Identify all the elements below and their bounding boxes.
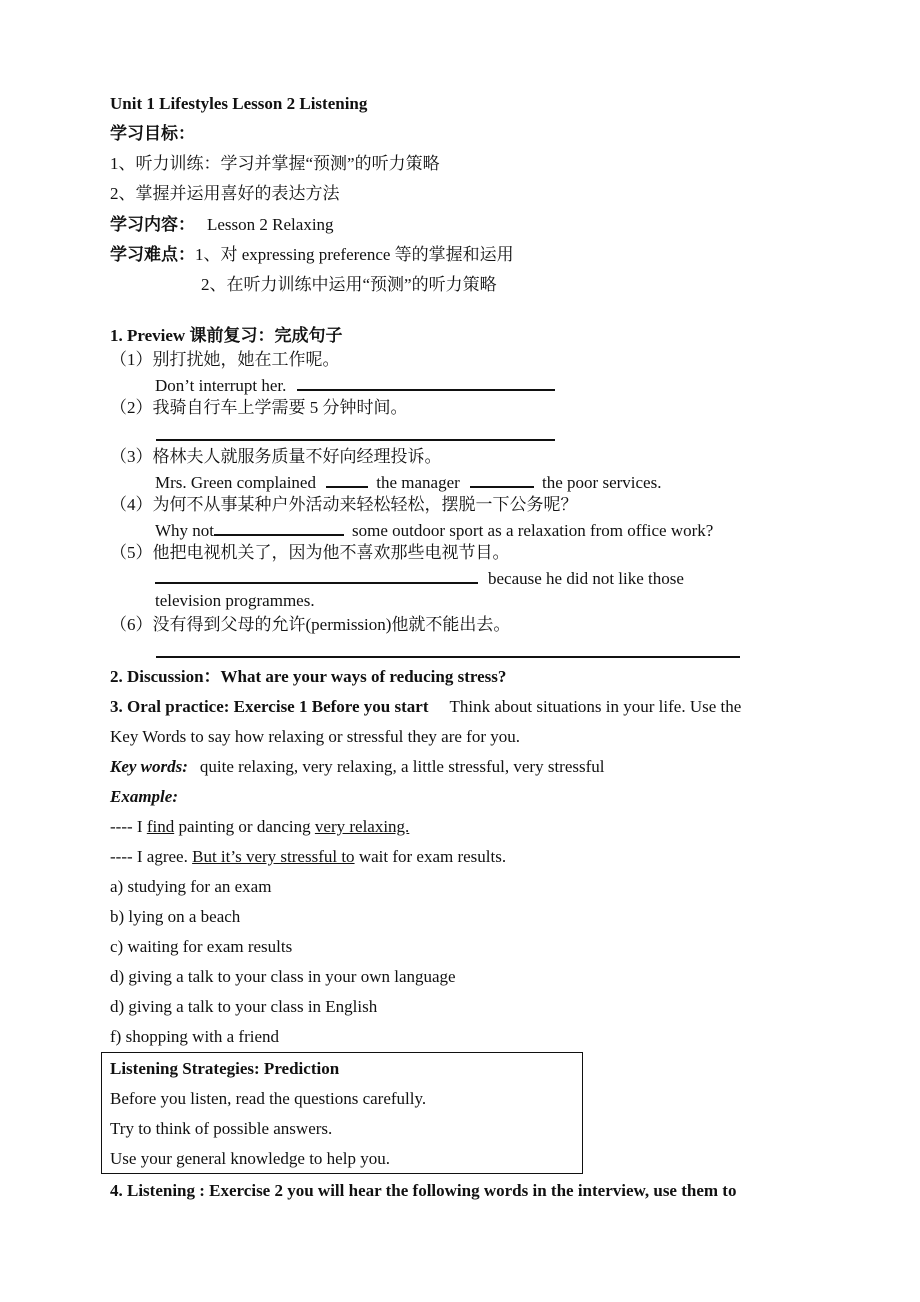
content-label: 学习内容： (110, 215, 195, 234)
q3-english-part-c: the poor services. (542, 473, 662, 492)
q1-english (155, 374, 555, 396)
example-1-middle: painting or dancing (174, 817, 315, 836)
strategy-title: Listening Strategies: Prediction (110, 1059, 340, 1078)
difficulty-row (110, 245, 514, 265)
q4-english (155, 519, 713, 541)
key-words-label: Key words: (110, 757, 188, 776)
difficulty-label: 学习难点： (110, 245, 195, 264)
q6-answer-line[interactable] (156, 656, 740, 658)
objectives-label: 学习目标： (110, 124, 195, 143)
oral-instruction-a: Think about situations in your life. Use the (449, 697, 742, 716)
example-2-suffix: wait for exam results. (354, 847, 507, 866)
situation-item: d) giving a talk to your class in English (110, 997, 378, 1016)
q2-answer-line[interactable] (156, 439, 555, 441)
preview-heading: 1. Preview 课前复习：完成句子 (110, 326, 343, 345)
objective-1: 1、听力训练：学习并掌握“预测”的听力策略 (110, 154, 440, 173)
example-1-underline-1: find (146, 817, 175, 836)
q4-chinese: （4）为何不从事某种户外活动来轻松轻松，摆脱一下公务呢？ (110, 495, 578, 514)
situation-item: d) giving a talk to your class in your own language (110, 967, 456, 986)
example-1-prefix: ---- I (110, 817, 147, 836)
example-2-underline: But it’s very stressful to (192, 847, 355, 866)
q5-answer-blank[interactable] (155, 567, 478, 584)
difficulty-1: 1、对 expressing preference 等的掌握和运用 (195, 245, 514, 264)
example-label: Example: (110, 787, 178, 806)
q3-chinese: （3）格林夫人就服务质量不好向经理投诉。 (110, 447, 442, 466)
q3-answer-blank-1[interactable] (326, 471, 368, 488)
situation-item: f) shopping with a friend (110, 1027, 280, 1046)
q4-english-part-b: some outdoor sport as a relaxation from office work? (352, 521, 714, 540)
example-line-2 (110, 847, 506, 867)
key-words-row (110, 757, 605, 777)
q2-chinese: （2）我骑自行车上学需要 5 分钟时间。 (110, 398, 408, 417)
q1-answer-blank[interactable] (297, 374, 555, 391)
example-line-1 (110, 817, 409, 837)
strategy-line-2: Try to think of possible answers. (110, 1119, 333, 1138)
q5-english-part-a: because he did not like those (488, 569, 684, 588)
content-value: Lesson 2 Relaxing (207, 215, 334, 234)
oral-instruction-b: Key Words to say how relaxing or stressful they are for you. (110, 727, 521, 746)
q5-english (155, 567, 684, 589)
q5-english-part-b: television programmes. (155, 591, 315, 610)
q1-chinese: （1）别打扰她，她在工作呢。 (110, 350, 340, 369)
discussion-heading: 2. Discussion：What are your ways of reducing stress? (110, 667, 507, 686)
q3-english-part-b: the manager (376, 473, 460, 492)
q3-answer-blank-2[interactable] (470, 471, 534, 488)
objective-2: 2、掌握并运用喜好的表达方法 (110, 184, 340, 203)
q5-chinese: （5）他把电视机关了，因为他不喜欢那些电视节目。 (110, 543, 510, 562)
strategy-line-1: Before you listen, read the questions carefully. (110, 1089, 427, 1108)
q3-english (155, 471, 661, 493)
q3-english-part-a: Mrs. Green complained (155, 473, 316, 492)
q4-english-part-a: Why not (155, 521, 215, 540)
content-row (110, 215, 334, 235)
strategy-line-3: Use your general knowledge to help you. (110, 1149, 390, 1168)
situation-item: a) studying for an exam (110, 877, 272, 896)
oral-heading: 3. Oral practice: Exercise 1 Before you start (110, 697, 429, 716)
q6-chinese: （6）没有得到父母的允许(permission)他就不能出去。 (110, 615, 511, 634)
situation-item: b) lying on a beach (110, 907, 241, 926)
key-words-list: quite relaxing, very relaxing, a little stressful, very stressful (199, 757, 605, 776)
oral-heading-row (110, 697, 741, 717)
situation-item: c) waiting for exam results (110, 937, 293, 956)
q4-answer-blank[interactable] (214, 519, 344, 536)
q1-english-text: Don’t interrupt her. (155, 376, 287, 395)
example-1-underline-2: very relaxing. (314, 817, 410, 836)
document-title: Unit 1 Lifestyles Lesson 2 Listening (110, 94, 368, 113)
listening-heading: 4. Listening : Exercise 2 you will hear the following words in the interview, use them to (110, 1181, 737, 1200)
example-2-prefix: ---- I agree. (110, 847, 193, 866)
difficulty-2: 2、在听力训练中运用“预测”的听力策略 (201, 275, 497, 294)
